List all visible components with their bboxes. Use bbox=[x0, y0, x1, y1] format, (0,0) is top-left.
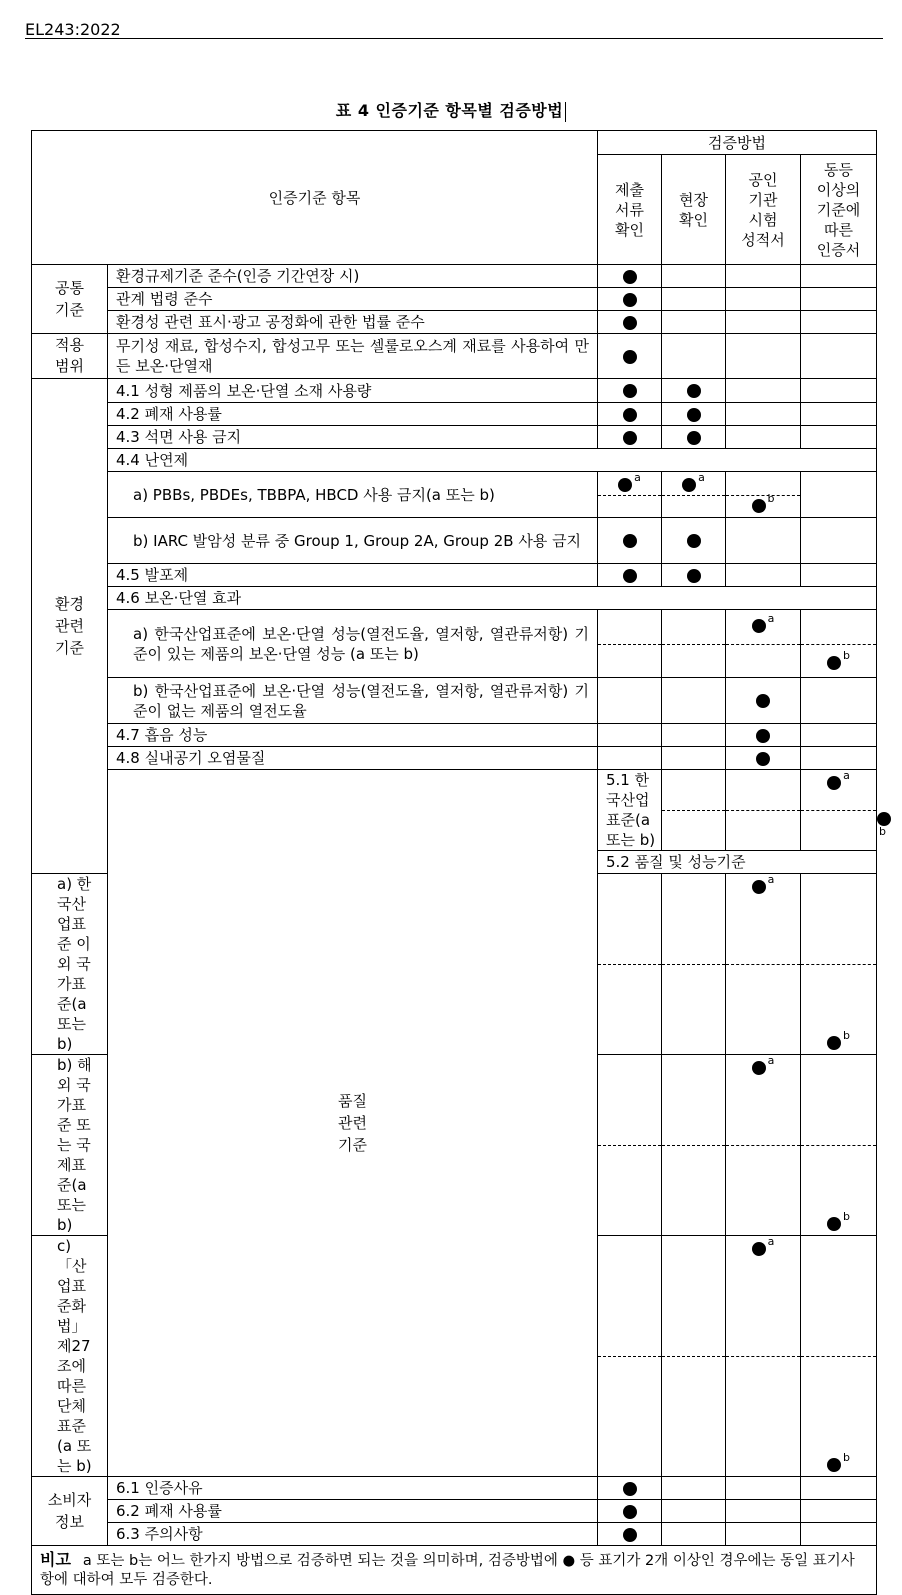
mark-cell bbox=[726, 747, 801, 770]
mark-dot bbox=[827, 776, 841, 790]
mark-dot bbox=[623, 1505, 637, 1519]
row-c1: 환경규제기준 준수(인증 기간연장 시) bbox=[108, 265, 598, 288]
row-c2: 관계 법령 준수 bbox=[108, 288, 598, 311]
mark-dot bbox=[877, 812, 891, 826]
mark-dot bbox=[752, 619, 766, 633]
row-q52c: c) 「산업표준화법」 제27조에 따른 단체표준(a 또는 b) bbox=[32, 1236, 108, 1477]
mark-dot bbox=[682, 478, 696, 492]
dashed-divider bbox=[726, 1145, 800, 1146]
row-e44a: a) PBBs, PBDEs, TBBPA, HBCD 사용 금지(a 또는 b) bbox=[108, 472, 598, 518]
empty-cell bbox=[801, 472, 877, 518]
mark-cell bbox=[726, 678, 801, 724]
row-e48: 4.8 실내공기 오염물질 bbox=[108, 747, 598, 770]
dashed-divider bbox=[662, 1356, 725, 1357]
row-q52b: b) 해외 국가표준 또는 국제표준(a 또는 b) bbox=[32, 1055, 108, 1236]
mark-dot bbox=[618, 478, 632, 492]
mark-cell bbox=[662, 426, 726, 449]
empty-cell bbox=[662, 288, 726, 311]
row-p61: 6.1 인증사유 bbox=[108, 1477, 598, 1500]
table-title-text: 표 4 인증기준 항목별 검증방법 bbox=[335, 101, 564, 120]
mark-cell bbox=[598, 518, 662, 564]
row-e46a: a) 한국산업표준에 보온·단열 성능(열전도율, 열저항, 열관류저항) 기준이 있는 제품의 보온·단열 성능 (a 또는 b) bbox=[108, 610, 598, 678]
row-q52a: a) 한국산업표준 이외 국가표준(a 또는 b) bbox=[32, 874, 108, 1055]
dashed-divider bbox=[598, 495, 661, 496]
split-mark-cell bbox=[801, 1236, 877, 1477]
empty-cell bbox=[726, 311, 801, 334]
split-empty-cell bbox=[662, 1236, 726, 1477]
mark-dot bbox=[752, 499, 766, 513]
group-env: 환경 관련 기준 bbox=[32, 379, 108, 874]
empty-cell bbox=[726, 403, 801, 426]
mark-dot bbox=[623, 350, 637, 364]
empty-cell bbox=[726, 334, 801, 379]
row-e41: 4.1 성형 제품의 보온·단열 소재 사용량 bbox=[108, 379, 598, 403]
mark-dot bbox=[752, 1061, 766, 1075]
mark-cell bbox=[662, 379, 726, 403]
mark-dot bbox=[623, 270, 637, 284]
mark-upper bbox=[726, 612, 800, 635]
sup-b: b bbox=[843, 649, 850, 662]
empty-cell bbox=[801, 564, 877, 587]
mark-dot bbox=[687, 534, 701, 548]
header-col-test: 공인 기관 시험 성적서 bbox=[726, 155, 801, 265]
split-mark-cell bbox=[801, 1055, 877, 1236]
sup-b: b bbox=[843, 1029, 850, 1042]
mark-dot bbox=[623, 293, 637, 307]
header-item: 인증기준 항목 bbox=[32, 131, 598, 265]
table-title bbox=[0, 98, 902, 122]
split-mark-cell bbox=[726, 1055, 801, 1236]
split-empty-cell bbox=[598, 1236, 662, 1477]
mark-cell bbox=[598, 379, 662, 403]
sup-a: a bbox=[767, 1054, 775, 1067]
split-empty-cell bbox=[726, 770, 801, 851]
empty-cell bbox=[726, 564, 801, 587]
split-empty-cell bbox=[662, 610, 726, 678]
dashed-divider bbox=[662, 644, 725, 645]
mark-cell bbox=[598, 403, 662, 426]
dashed-divider bbox=[801, 644, 876, 645]
empty-cell bbox=[801, 288, 877, 311]
dashed-divider bbox=[598, 644, 661, 645]
mark-dot bbox=[756, 694, 770, 708]
header-col-docs: 제출 서류 확인 bbox=[598, 155, 662, 265]
empty-cell bbox=[801, 379, 877, 403]
row-e42: 4.2 폐재 사용률 bbox=[108, 403, 598, 426]
dashed-divider bbox=[598, 1356, 661, 1357]
empty-cell bbox=[726, 288, 801, 311]
split-empty-cell bbox=[662, 1055, 726, 1236]
header-rule bbox=[25, 38, 883, 39]
empty-cell bbox=[662, 265, 726, 288]
empty-cell bbox=[801, 1477, 877, 1500]
mark-dot bbox=[623, 316, 637, 330]
mark-lower bbox=[801, 1210, 876, 1233]
mark-cell bbox=[598, 265, 662, 288]
mark-upper bbox=[801, 769, 876, 792]
empty-cell bbox=[801, 518, 877, 564]
note-label: 비고 bbox=[40, 1550, 71, 1569]
mark-cell bbox=[598, 426, 662, 449]
row-p63: 6.3 주의사항 bbox=[108, 1523, 598, 1546]
mark-lower bbox=[801, 649, 876, 672]
mark-lower bbox=[801, 1029, 876, 1052]
mark-dot bbox=[623, 408, 637, 422]
split-empty-cell bbox=[598, 610, 662, 678]
mark-cell bbox=[662, 518, 726, 564]
empty-cell bbox=[801, 678, 877, 724]
mark-dot bbox=[827, 1036, 841, 1050]
empty-cell bbox=[598, 747, 662, 770]
group-scope: 적용 범위 bbox=[32, 334, 108, 379]
row-e44: 4.4 난연제 bbox=[108, 449, 877, 472]
mark-upper bbox=[662, 471, 725, 494]
row-e43: 4.3 석면 사용 금지 bbox=[108, 426, 598, 449]
mark-dot bbox=[623, 569, 637, 583]
split-empty-cell bbox=[598, 874, 662, 1055]
mark-dot bbox=[687, 408, 701, 422]
dashed-divider bbox=[801, 964, 876, 965]
mark-dot bbox=[623, 1528, 637, 1542]
mark-cell bbox=[598, 564, 662, 587]
text-cursor bbox=[565, 102, 566, 122]
sup-b: b bbox=[767, 492, 775, 505]
split-empty-cell bbox=[598, 1055, 662, 1236]
split-empty-cell bbox=[662, 770, 726, 851]
dashed-divider bbox=[801, 810, 876, 811]
mark-dot bbox=[623, 384, 637, 398]
split-mark-cell bbox=[801, 610, 877, 678]
row-q52: 5.2 품질 및 성능기준 bbox=[598, 851, 877, 874]
empty-cell bbox=[598, 724, 662, 747]
sup-a: a bbox=[767, 612, 775, 625]
mark-cell bbox=[662, 564, 726, 587]
empty-cell bbox=[662, 724, 726, 747]
row-e46b: b) 한국산업표준에 보온·단열 성능(열전도율, 열저항, 열관류저항) 기준이 없는 제품의 열전도율 bbox=[108, 678, 598, 724]
empty-cell bbox=[726, 1523, 801, 1546]
split-mark-cell bbox=[726, 874, 801, 1055]
mark-dot bbox=[752, 880, 766, 894]
empty-cell bbox=[726, 426, 801, 449]
split-mark-cell bbox=[726, 472, 801, 518]
mark-upper bbox=[726, 873, 800, 896]
empty-cell bbox=[662, 1500, 726, 1523]
empty-cell bbox=[726, 265, 801, 288]
empty-cell bbox=[726, 518, 801, 564]
group-consumer: 소비자 정보 bbox=[32, 1477, 108, 1546]
note-text: a 또는 b는 어느 한가지 방법으로 검증하면 되는 것을 의미하며, 검증방법에 ● 등 표기가 2개 이상인 경우에는 동일 표기사항에 대하여 모두 검증한다. bbox=[40, 1553, 855, 1588]
split-mark-cell bbox=[662, 472, 726, 518]
sup-b: b bbox=[843, 1451, 850, 1464]
dashed-divider bbox=[598, 1145, 661, 1146]
row-e45: 4.5 발포제 bbox=[108, 564, 598, 587]
mark-cell bbox=[598, 334, 662, 379]
dashed-divider bbox=[662, 810, 725, 811]
document-id: EL243:2022 bbox=[25, 20, 121, 39]
row-s1: 무기성 재료, 합성수지, 합성고무 또는 셀룰로오스계 재료를 사용하여 만든 보온·단열재 bbox=[108, 334, 598, 379]
mark-dot bbox=[827, 1217, 841, 1231]
empty-cell bbox=[801, 265, 877, 288]
mark-lower bbox=[726, 492, 800, 515]
group-common: 공통 기준 bbox=[32, 265, 108, 334]
empty-cell bbox=[801, 747, 877, 770]
dashed-divider bbox=[801, 1145, 876, 1146]
empty-cell bbox=[726, 1477, 801, 1500]
header-col-cert: 동등 이상의 기준에 따른 인증서 bbox=[801, 155, 877, 265]
empty-cell bbox=[662, 1477, 726, 1500]
dashed-divider bbox=[726, 810, 800, 811]
sup-a: a bbox=[634, 471, 641, 484]
dashed-divider bbox=[726, 964, 800, 965]
dashed-divider bbox=[662, 495, 725, 496]
mark-cell bbox=[598, 288, 662, 311]
row-e44b: b) IARC 발암성 분류 중 Group 1, Group 2A, Group 2B 사용 금지 bbox=[108, 518, 598, 564]
sup-a: a bbox=[843, 769, 850, 782]
mark-dot bbox=[687, 431, 701, 445]
empty-cell bbox=[662, 678, 726, 724]
group-quality: 품질 관련 기준 bbox=[108, 770, 598, 1477]
split-mark-cell bbox=[801, 770, 877, 851]
empty-cell bbox=[801, 1523, 877, 1546]
empty-cell bbox=[726, 379, 801, 403]
split-empty-cell bbox=[662, 874, 726, 1055]
row-c3: 환경성 관련 표시·광고 공정화에 관한 법률 준수 bbox=[108, 311, 598, 334]
mark-dot bbox=[687, 569, 701, 583]
split-mark-cell bbox=[598, 472, 662, 518]
empty-cell bbox=[662, 334, 726, 379]
sup-a: a bbox=[767, 1235, 775, 1248]
note-row bbox=[32, 1546, 877, 1595]
dashed-divider bbox=[726, 1356, 800, 1357]
mark-cell bbox=[726, 724, 801, 747]
row-e47: 4.7 흡음 성능 bbox=[108, 724, 598, 747]
mark-cell bbox=[662, 403, 726, 426]
mark-cell bbox=[598, 1477, 662, 1500]
sup-b: b bbox=[879, 825, 887, 838]
row-q51: 5.1 한국산업표준(a 또는 b) bbox=[598, 770, 662, 851]
dashed-divider bbox=[598, 964, 661, 965]
mark-dot bbox=[756, 729, 770, 743]
row-e46: 4.6 보온·단열 효과 bbox=[108, 587, 877, 610]
mark-dot bbox=[752, 1242, 766, 1256]
mark-dot bbox=[827, 1458, 841, 1472]
sup-a: a bbox=[767, 873, 775, 886]
dashed-divider bbox=[662, 1145, 725, 1146]
empty-cell bbox=[726, 1500, 801, 1523]
empty-cell bbox=[801, 334, 877, 379]
dashed-divider bbox=[662, 964, 725, 965]
empty-cell bbox=[598, 678, 662, 724]
empty-cell bbox=[801, 724, 877, 747]
split-mark-cell bbox=[801, 874, 877, 1055]
mark-dot bbox=[623, 534, 637, 548]
split-mark-cell bbox=[726, 610, 801, 678]
header-method: 검증방법 bbox=[598, 131, 877, 155]
sup-a: a bbox=[698, 471, 705, 484]
mark-cell bbox=[598, 311, 662, 334]
empty-cell bbox=[662, 747, 726, 770]
mark-upper bbox=[726, 1235, 800, 1258]
split-mark-cell bbox=[726, 1236, 801, 1477]
mark-dot bbox=[827, 656, 841, 670]
mark-dot bbox=[623, 431, 637, 445]
empty-cell bbox=[801, 311, 877, 334]
header-col-site: 현장 확인 bbox=[662, 155, 726, 265]
mark-dot bbox=[687, 384, 701, 398]
empty-cell bbox=[662, 1523, 726, 1546]
mark-cell bbox=[598, 1523, 662, 1546]
sup-b: b bbox=[843, 1210, 850, 1223]
dashed-divider bbox=[726, 644, 800, 645]
mark-lower bbox=[801, 1451, 876, 1474]
verification-table bbox=[31, 130, 887, 1595]
empty-cell bbox=[801, 1500, 877, 1523]
dashed-divider bbox=[801, 1356, 876, 1357]
mark-dot bbox=[623, 1482, 637, 1496]
empty-cell bbox=[662, 311, 726, 334]
empty-cell bbox=[801, 403, 877, 426]
empty-cell bbox=[801, 426, 877, 449]
row-p62: 6.2 폐재 사용률 bbox=[108, 1500, 598, 1523]
mark-upper bbox=[726, 1054, 800, 1077]
mark-dot bbox=[756, 752, 770, 766]
mark-cell bbox=[598, 1500, 662, 1523]
mark-upper bbox=[598, 471, 661, 494]
